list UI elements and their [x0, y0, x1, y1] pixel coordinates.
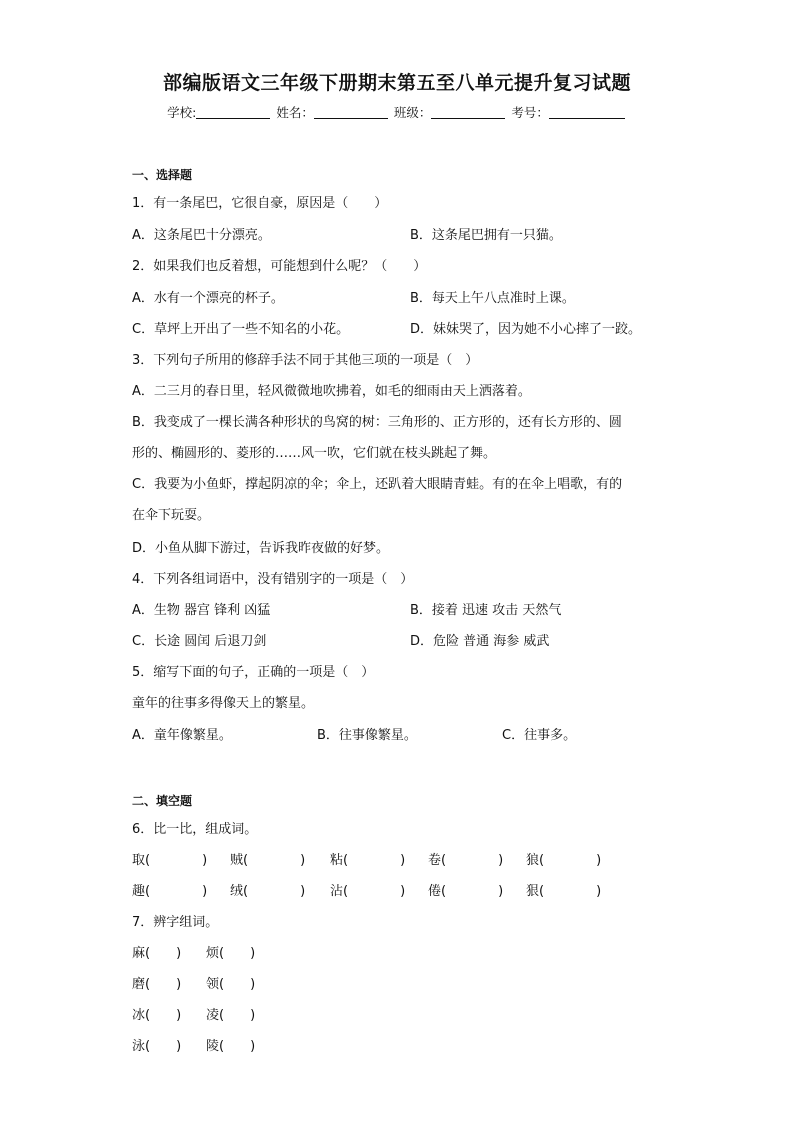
q2-option-a[interactable]: A．水有一个漂亮的杯子。 [132, 291, 284, 306]
q7-cell[interactable]: 烦( ) [206, 946, 256, 961]
q3-option-b-line2[interactable]: 形的、椭圆形的、菱形的……风一吹，它们就在枝头跳起了舞。 [132, 446, 497, 461]
q3-option-b-line1[interactable]: B．我变成了一棵长满各种形状的鸟窝的树：三角形的、正方形的，还有长方形的、圆 [132, 415, 622, 430]
q5-stem: 5．缩写下面的句子，正确的一项是（ ） [132, 665, 375, 680]
q6-cell[interactable]: 粘( ) [330, 853, 406, 868]
q6-cell[interactable]: 取( ) [132, 853, 208, 868]
q7-cell[interactable]: 磨( ) [132, 977, 182, 992]
q5-option-a[interactable]: A．童年像繁星。 [132, 728, 232, 743]
q3-option-d[interactable]: D．小鱼从脚下游过，告诉我昨夜做的好梦。 [132, 541, 390, 556]
q7-cell[interactable]: 领( ) [206, 977, 256, 992]
q5-option-b[interactable]: B．往事像繁星。 [317, 728, 417, 743]
q3-option-c-line1[interactable]: C．我要为小鱼虾，撑起阴凉的伞；伞上，还趴着大眼睛青蛙。有的在伞上唱歌，有的 [132, 477, 623, 492]
q6-cell[interactable]: 趣( ) [132, 884, 208, 899]
q6-cell[interactable]: 狼( ) [526, 853, 602, 868]
q3-option-a[interactable]: A．二三月的春日里，轻风微微地吹拂着，如毛的细雨由天上洒落着。 [132, 384, 531, 399]
q4-option-c[interactable]: C．长途 圆闰 后退刀剑 [132, 634, 267, 649]
q7-cell[interactable]: 冰( ) [132, 1008, 182, 1023]
q3-stem: 3．下列句子所用的修辞手法不同于其他三项的一项是（ ） [132, 353, 479, 368]
class-label: 班级： [393, 105, 432, 120]
q1-option-b[interactable]: B．这条尾巴拥有一只猫。 [410, 228, 562, 243]
q6-cell[interactable]: 绒( ) [230, 884, 306, 899]
section-heading-choice: 一、选择题 [132, 168, 193, 182]
q6-cell[interactable]: 狠( ) [526, 884, 602, 899]
class-blank[interactable] [431, 106, 505, 119]
q5-option-c[interactable]: C．往事多。 [502, 728, 577, 743]
q2-stem: 2．如果我们也反着想，可能想到什么呢？（ ） [132, 259, 427, 274]
school-label: 学校: [167, 105, 197, 120]
q5-sentence: 童年的往事多得像天上的繁星。 [132, 696, 315, 711]
q4-option-a[interactable]: A．生物 器宫 锋利 凶猛 [132, 603, 271, 618]
q3-option-c-line2[interactable]: 在伞下玩耍。 [132, 508, 211, 523]
q1-option-a[interactable]: A．这条尾巴十分漂亮。 [132, 228, 271, 243]
q7-cell[interactable]: 麻( ) [132, 946, 182, 961]
q7-cell[interactable]: 凌( ) [206, 1008, 256, 1023]
q2-option-b[interactable]: B．每天上午八点准时上课。 [410, 291, 575, 306]
q4-option-d[interactable]: D．危险 普通 海参 威武 [410, 634, 550, 649]
number-label: 考号： [511, 105, 549, 120]
number-blank[interactable] [549, 106, 625, 119]
page-title: 部编版语文三年级下册期末第五至八单元提升复习试题 [162, 72, 631, 94]
q4-stem: 4．下列各组词语中，没有错别字的一项是（ ） [132, 572, 414, 587]
q4-option-b[interactable]: B．接着 迅速 攻击 天然气 [410, 603, 562, 618]
q2-option-d[interactable]: D．妹妹哭了，因为她不小心摔了一跤。 [410, 322, 642, 337]
q6-stem: 6．比一比，组成词。 [132, 822, 258, 837]
section-heading-fill: 二、填空题 [132, 794, 193, 808]
q6-cell[interactable]: 卷( ) [428, 853, 504, 868]
name-blank[interactable] [314, 106, 388, 119]
q7-cell[interactable]: 泳( ) [132, 1039, 182, 1054]
school-blank[interactable] [196, 106, 270, 119]
q6-cell[interactable]: 贼( ) [230, 853, 306, 868]
student-info-row [0, 103, 794, 121]
q1-stem: 1．有一条尾巴，它很自豪，原因是（ ） [132, 196, 388, 211]
q7-cell[interactable]: 陵( ) [206, 1039, 256, 1054]
q2-option-c[interactable]: C．草坪上开出了一些不知名的小花。 [132, 322, 350, 337]
q6-cell[interactable]: 沾( ) [330, 884, 406, 899]
name-label: 姓名： [276, 105, 314, 120]
q7-stem: 7．辨字组词。 [132, 915, 219, 930]
q6-cell[interactable]: 倦( ) [428, 884, 504, 899]
